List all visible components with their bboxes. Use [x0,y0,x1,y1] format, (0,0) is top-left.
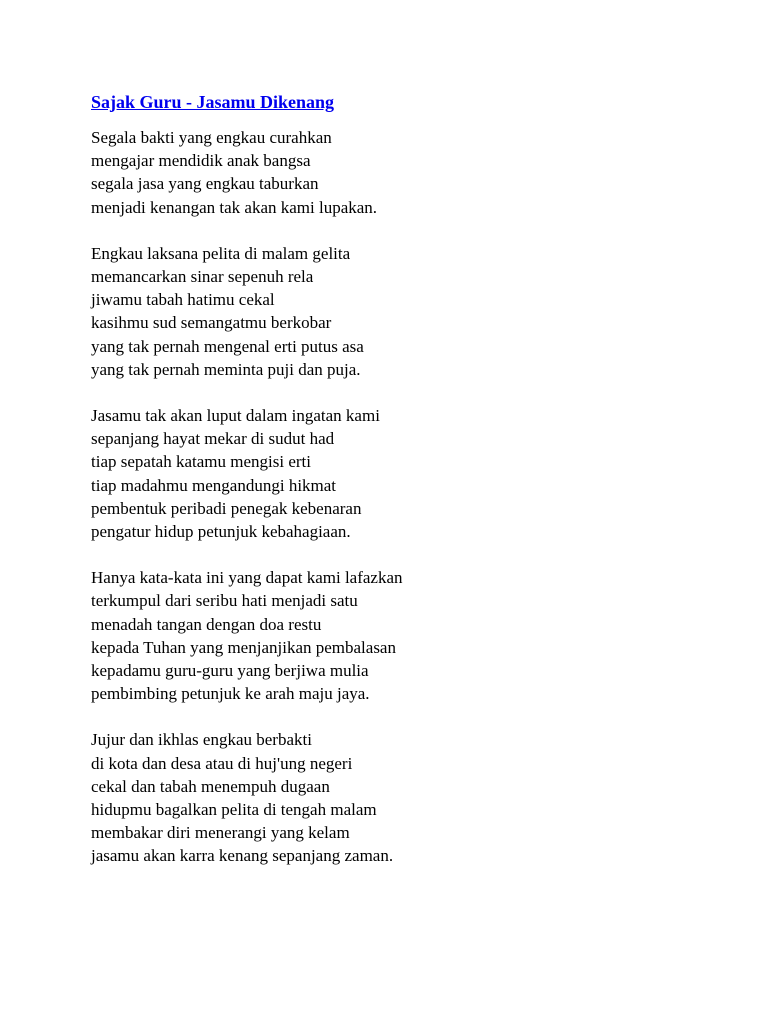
poem-title-link[interactable]: Sajak Guru - Jasamu Dikenang [91,92,335,112]
poem-line: Engkau laksana pelita di malam gelita [91,243,351,263]
poem-line: hidupmu bagalkan pelita di tengah malam [91,800,377,820]
poem-line: pembentuk peribadi penegak kebenaran [91,498,362,518]
stanza-1 [91,126,711,219]
stanza-5 [91,728,711,867]
poem-body [91,126,711,868]
poem-line: pengatur hidup petunjuk kebahagiaan. [91,522,351,542]
poem-line: segala jasa yang engkau taburkan [91,174,319,194]
poem-line: Jujur dan ikhlas engkau berbakti [91,730,312,750]
poem-line: menjadi kenangan tak akan kami lupakan. [91,197,378,217]
poem-line: jiwamu tabah hatimu cekal [91,290,275,310]
stanza-4 [91,566,711,705]
poem-line: tiap sepatah katamu mengisi erti [91,452,311,472]
poem-line: Hanya kata-kata ini yang dapat kami lafazkan [91,568,403,588]
poem-line: mengajar mendidik anak bangsa [91,151,311,171]
poem-line: kepadamu guru-guru yang berjiwa mulia [91,661,369,681]
stanza-3 [91,404,711,543]
stanza-2 [91,242,711,381]
document-page [91,90,711,891]
poem-line: tiap madahmu mengandungi hikmat [91,475,337,495]
poem-line: Segala bakti yang engkau curahkan [91,128,332,147]
poem-line: terkumpul dari seribu hati menjadi satu [91,591,358,611]
poem-line: menadah tangan dengan doa restu [91,614,322,634]
poem-line: yang tak pernah mengenal erti putus asa [91,336,364,356]
poem-line: pembimbing petunjuk ke arah maju jaya. [91,684,370,704]
poem-line: yang tak pernah meminta puji dan puja. [91,359,361,379]
poem-line: membakar diri menerangi yang kelam [91,823,350,843]
poem-line: kasihmu sud semangatmu berkobar [91,313,332,333]
poem-line: Jasamu tak akan luput dalam ingatan kami [91,406,380,426]
poem-line: memancarkan sinar sepenuh rela [91,267,314,287]
poem-line: jasamu akan karra kenang sepanjang zaman. [91,846,394,866]
poem-line: cekal dan tabah menempuh dugaan [91,776,330,796]
poem-line: kepada Tuhan yang menjanjikan pembalasan [91,637,396,657]
poem-line: sepanjang hayat mekar di sudut had [91,429,335,449]
poem-line: di kota dan desa atau di huj'ung negeri [91,753,353,773]
